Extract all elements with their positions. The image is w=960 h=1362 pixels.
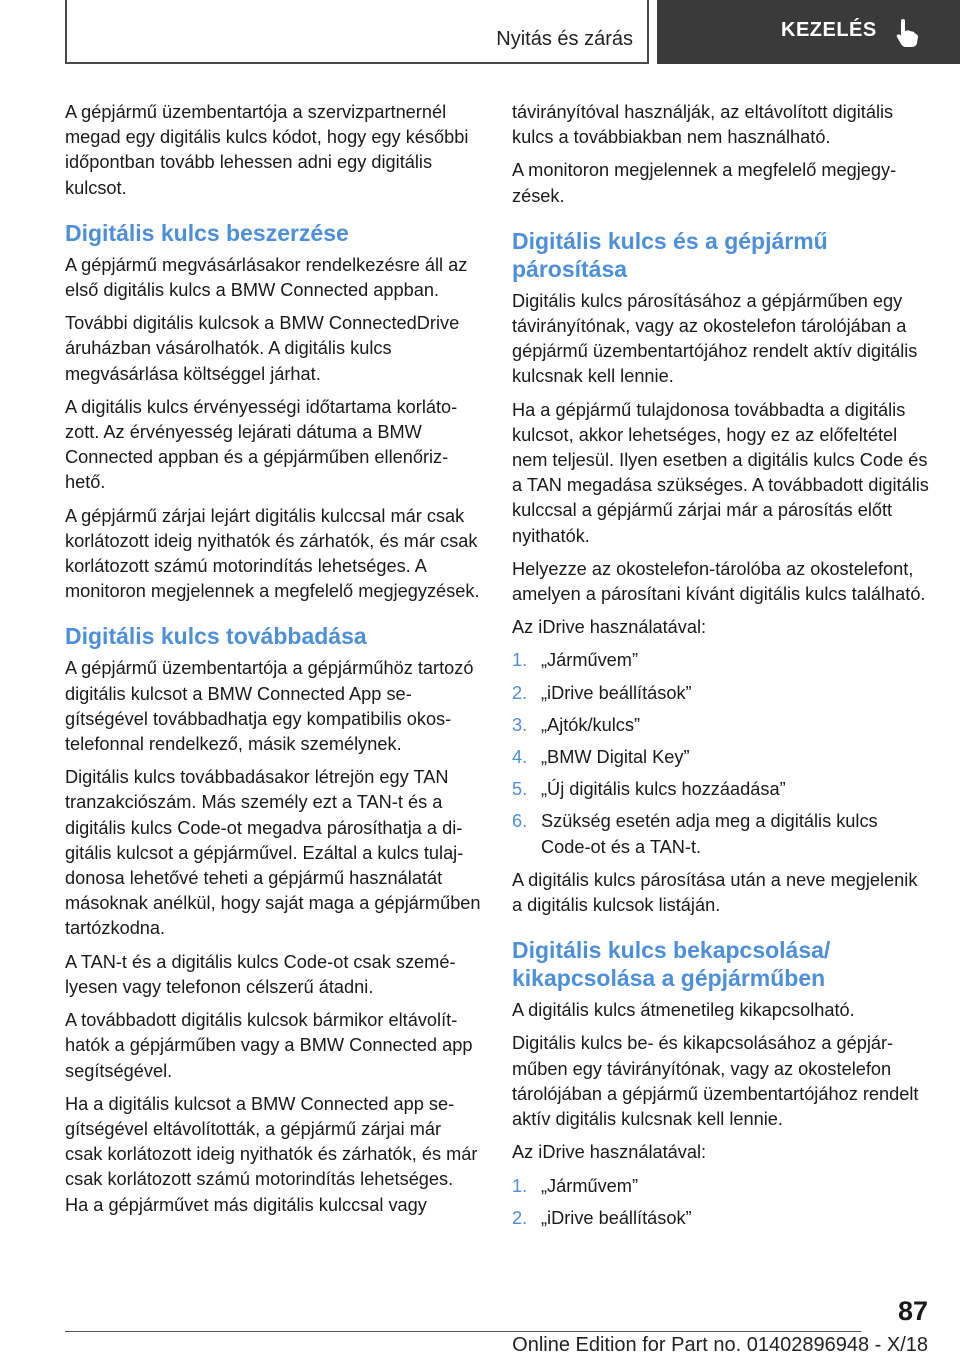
paragraph: Az iDrive használatával: — [512, 617, 707, 638]
step-number: 3. — [512, 714, 528, 735]
paragraph: A digitális kulcs érvényességi időtartama korlátozott. Az érvényesség lejárati dátuma a BMW Connected appban és a gépjárműben ellenőrizhető. — [65, 396, 458, 493]
chapter-title: KEZELÉS — [781, 18, 877, 41]
step-text: Szükség esetén adja meg a digitális kulcs Code-ot és a TAN-t. — [541, 811, 878, 857]
list-item — [512, 648, 930, 673]
step-text: „BMW Digital Key” — [541, 747, 690, 768]
paragraph: Digitális kulcs párosításához a gépjárműben egy távirányítónak, vagy az okostelefon tárolójában a gépjármű üzembentartójához rendelt aktív digitális kulcsnak kell lennie. — [512, 290, 918, 387]
paragraph: Az iDrive használatával: — [512, 1142, 707, 1163]
paragraph: A gépjármű megvásárlásakor rendelkezésre áll az első digitális kulcs a BMW Connected appban. — [65, 254, 468, 301]
step-text: „iDrive beállítások” — [541, 682, 692, 703]
step-number: 5. — [512, 779, 528, 800]
list-item — [512, 713, 930, 738]
list-item — [512, 1206, 930, 1231]
hand-pointer-icon — [895, 18, 919, 48]
list-item — [512, 1174, 930, 1199]
paragraph: Digitális kulcs be- és kikapcsolásához a gépjárműben egy távirányítónak, vagy az okostelefon tárolójában a gépjármű üzembentartójához rendelt aktív digitális kulcsnak kell lennie. — [512, 1033, 919, 1130]
paragraph: Helyezze az okostelefon-tárolóba az okostelefont, amelyen a párosítani kívánt digitális kulcs található. — [512, 558, 926, 605]
heading-share-key: Digitális kulcs továbbadása — [65, 623, 367, 650]
step-number: 2. — [512, 1207, 528, 1228]
right-column — [512, 100, 930, 1239]
step-number: 6. — [512, 811, 528, 832]
heading-toggle-key: Digitális kulcs bekapcsolása/ kikapcsolása a gépjárműben — [512, 937, 831, 992]
paragraph: távirányítóval használják, az eltávolított digitális kulcs a továbbiakban nem használható. — [512, 102, 894, 148]
paragraph: A digitális kulcs átmenetileg kikapcsolható. — [512, 1000, 855, 1021]
list-item — [512, 681, 930, 706]
section-title: Nyitás és zárás — [496, 28, 633, 50]
step-number: 1. — [512, 650, 528, 671]
heading-pair-key: Digitális kulcs és a gépjármű párosítása — [512, 227, 828, 282]
footer-divider — [65, 1331, 861, 1332]
chapter-tab[interactable] — [657, 0, 960, 64]
paragraph: A digitális kulcs párosítása után a neve megjelenik a digitális kulcsok listáján. — [512, 869, 918, 916]
list-item — [512, 745, 930, 770]
header-frame — [65, 0, 649, 64]
step-number: 2. — [512, 682, 528, 703]
step-text: „Ajtók/kulcs” — [541, 714, 641, 735]
steps-list-toggle — [512, 1174, 930, 1231]
step-number: 1. — [512, 1175, 528, 1196]
list-item — [512, 809, 930, 859]
paragraph: A TAN-t és a digitális kulcs Code-ot csak személyesen vagy telefonon célszerű átadni. — [65, 951, 456, 997]
left-column — [65, 100, 481, 1226]
heading-obtain-key: Digitális kulcs beszerzése — [65, 219, 349, 246]
step-text: „Járművem” — [541, 650, 639, 671]
paragraph: Ha a gépjármű tulajdonosa továbbadta a digitális kulcsot, akkor lehetséges, hogy ez az előfeltétel nem teljesül. Ilyen esetben a digitális kulcs Code és a TAN megadása szükséges. A továbbadott digitális kulccsal a gépjármű zárjai már a párosítás előtt nyithatók. — [512, 399, 929, 546]
list-item — [512, 777, 930, 802]
paragraph: Digitális kulcs továbbadásakor létrejön egy TAN tranzakciószám. Más személy ezt a TAN-t és a digitális kulcs Code-ot megadva párosíthatja a digitális kulcsot a gépjárművel. Ezáltal a kulcs tulajdonosa lehetővé teheti a gépjármű használatát másoknak anélkül, hogy saját maga a gépjárműben tartózkodna. — [65, 767, 481, 939]
paragraph: A gépjármű üzembentartója a gépjárműhöz tartozó digitális kulcsot a BMW Connected App segítségével továbbadhatja egy kompatibilis okostelefonnal rendelkező, másik személynek. — [65, 658, 474, 755]
paragraph: További digitális kulcsok a BMW ConnectedDrive áruházban vásárolhatók. A digitális kulcs megvásárlása költséggel járhat. — [65, 313, 460, 384]
intro-paragraph: A gépjármű üzembentartója a szervizpartnernél megad egy digitális kulcs kódot, hogy egy későbbi időpontban tovább lehessen adni egy digitális kulcsot. — [65, 102, 469, 198]
paragraph: A monitoron megjelennek a megfelelő megjegyzések. — [512, 160, 897, 206]
step-text: „iDrive beállítások” — [541, 1207, 692, 1228]
step-text: „Járművem” — [541, 1175, 639, 1196]
step-number: 4. — [512, 747, 528, 768]
paragraph: A továbbadott digitális kulcsok bármikor eltávolíthatók a gépjárműben vagy a BMW Connected app segítségével. — [65, 1010, 473, 1081]
page-number: 87 — [897, 1296, 928, 1326]
paragraph: Ha a digitális kulcsot a BMW Connected app segítségével eltávolították, a gépjármű zárjai már csak korlátozott ideig nyithatók és zárhatók, és már csak korlátozott számú motorindítás lehetséges. Ha a gépjárművet más digitális kulccsal vagy — [65, 1093, 478, 1215]
step-text: „Új digitális kulcs hozzáadása” — [541, 779, 786, 800]
steps-list-pairing — [512, 648, 930, 859]
paragraph: A gépjármű zárjai lejárt digitális kulccsal már csak korlátozott ideig nyithatók és zárhatók, és már csak korlátozott számú motorindítás lehetséges. A monitoron megjelennek a megfelelő megjegyzések. — [65, 505, 480, 602]
edition-info: Online Edition for Part no. 01402896948 - X/18 — [512, 1334, 928, 1356]
